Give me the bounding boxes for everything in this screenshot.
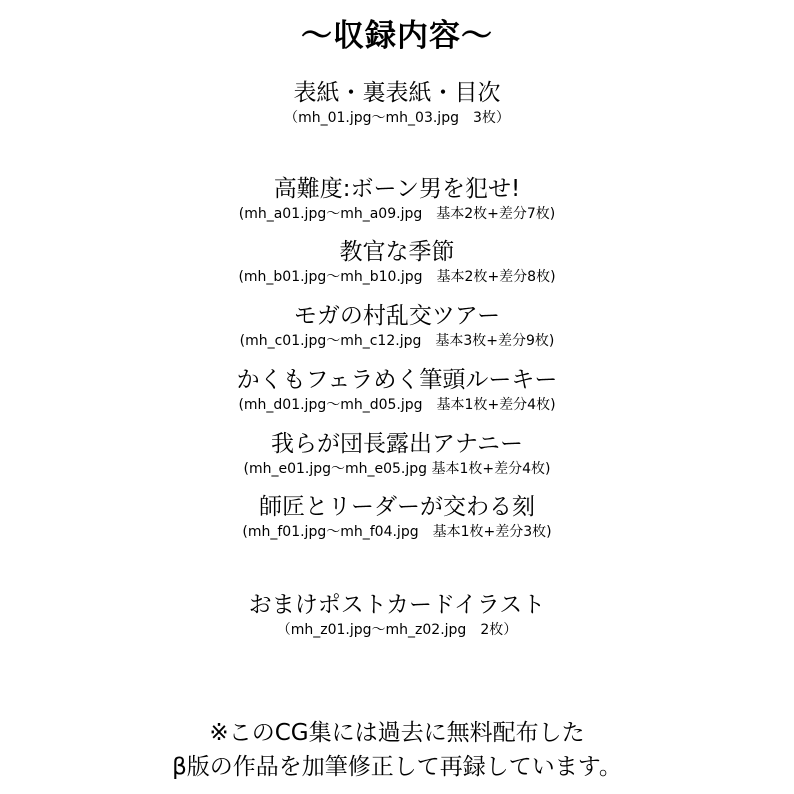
section-file-range: (mh_e01.jpg～mh_e05.jpg 基本1枚+差分4枚): [243, 461, 551, 477]
section-title: かくもフェラめく筆頭ルーキー: [236, 367, 558, 393]
section-title: 師匠とリーダーが交わる刻: [259, 494, 535, 520]
section-file-range: (mh_a01.jpg～mh_a09.jpg 基本2枚+差分7枚): [238, 206, 556, 222]
section-title: 教官な季節: [339, 239, 455, 265]
section-title: 表紙・裏表紙・目次: [293, 80, 501, 106]
section-e: [0, 429, 794, 479]
section-title: おまけポストカードイラスト: [248, 592, 546, 618]
section-title: 高難度:ボーン男を犯せ!: [273, 176, 521, 202]
section-file-range: (mh_b01.jpg～mh_b10.jpg 基本2枚+差分8枚): [238, 269, 556, 285]
section-file-range: (mh_d01.jpg～mh_d05.jpg 基本1枚+差分4枚): [238, 397, 556, 413]
section-file-range: (mh_f01.jpg～mh_f04.jpg 基本1枚+差分3枚): [242, 524, 552, 540]
section-bonus: [0, 590, 794, 640]
section-file-range: （mh_01.jpg～mh_03.jpg 3枚）: [284, 110, 510, 126]
contents-title: ～収録内容～: [301, 18, 493, 54]
section-f: [0, 492, 794, 542]
footnote-line-1: ※このCG集には過去に無料配布した: [209, 720, 585, 746]
section-title: モガの村乱交ツアー: [293, 303, 501, 329]
section-title: 我らが団長露出アナニー: [270, 431, 524, 457]
section-d: [0, 365, 794, 415]
section-file-range: （mh_z01.jpg～mh_z02.jpg 2枚）: [276, 622, 518, 638]
section-cover: [0, 78, 794, 128]
section-c: [0, 301, 794, 351]
section-b: [0, 237, 794, 287]
footnote-line-2: β版の作品を加筆修正して再録しています。: [172, 754, 622, 780]
section-file-range: (mh_c01.jpg～mh_c12.jpg 基本3枚+差分9枚): [239, 333, 555, 349]
section-a: [0, 174, 794, 224]
